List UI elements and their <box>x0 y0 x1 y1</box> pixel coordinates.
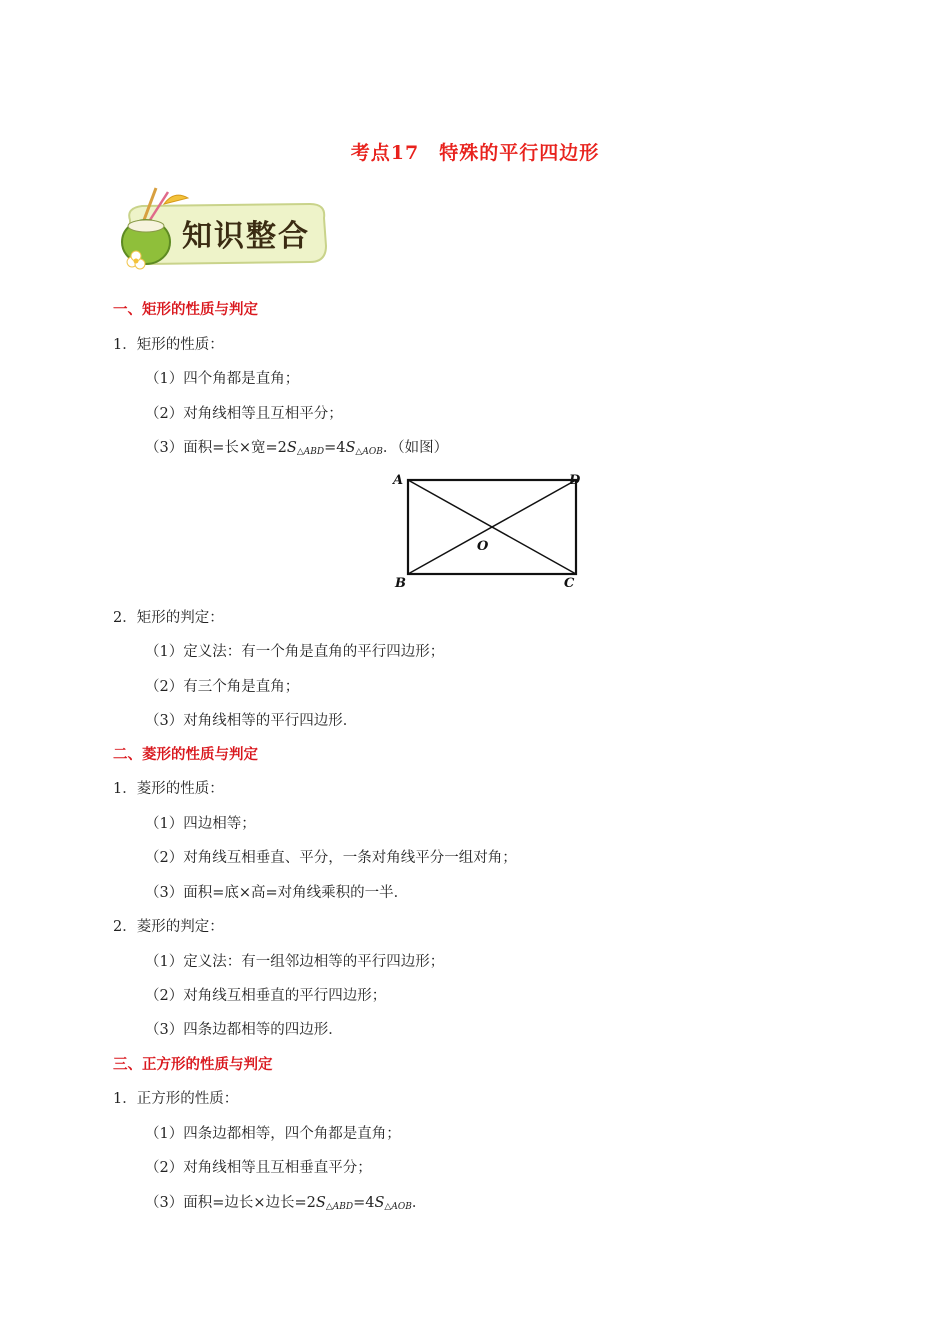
list-item: （2）对角线互相垂直的平行四边形； <box>145 988 387 1004</box>
umbrella-icon <box>164 195 188 204</box>
list-item: （1）定义法：有一个角是直角的平行四边形； <box>145 644 445 660</box>
list-item: （2）对角线相等且互相平分； <box>145 406 343 422</box>
label-o: O <box>477 539 489 554</box>
knowledge-banner <box>112 184 332 274</box>
section-heading-square: 三、正方形的性质与判定 <box>113 1056 273 1073</box>
label-c: C <box>564 576 575 591</box>
section-heading-rhombus: 二、菱形的性质与判定 <box>113 746 258 763</box>
rhombus-criteria-title: 2．菱形的判定： <box>113 919 224 935</box>
label-d: D <box>569 473 581 488</box>
rhombus-properties-title: 1．菱形的性质： <box>113 781 224 797</box>
list-item: （2）对角线互相垂直、平分，一条对角线平分一组对角； <box>145 850 517 866</box>
label-a: A <box>393 473 404 488</box>
label-b: B <box>395 576 406 591</box>
section-heading-rectangle: 一、矩形的性质与判定 <box>113 301 258 318</box>
list-item: （2）有三个角是直角； <box>145 679 300 695</box>
banner-text: 知识整合 <box>182 219 310 254</box>
list-item: （3）四条边都相等的四边形． <box>145 1022 343 1038</box>
list-item: （1）定义法：有一组邻边相等的平行四边形； <box>145 954 445 970</box>
list-item: （1）四条边都相等，四个角都是直角； <box>145 1126 401 1142</box>
area-formula-rectangle: （3）面积=长×宽$=2S_{\triangle ABD}=4S_{\triangle AOB}$．（如图） <box>145 440 449 457</box>
list-item: （3）对角线相等的平行四边形． <box>145 713 358 729</box>
rectangle-figure <box>390 470 590 595</box>
list-item: （1）四个角都是直角； <box>145 371 300 387</box>
list-item: （1）四边相等； <box>145 816 256 832</box>
page-title: 考点17 特殊的平行四边形 <box>350 142 600 164</box>
rectangle-properties-title: 1．矩形的性质： <box>113 337 224 353</box>
square-properties-title: 1．正方形的性质： <box>113 1091 239 1107</box>
rectangle-criteria-title: 2．矩形的判定： <box>113 610 224 626</box>
area-formula-square: （3）面积=边长×边长$=2S_{\triangle ABD}=4S_{\triangle AOB}$． <box>145 1195 427 1212</box>
list-item: （3）面积=底×高=对角线乘积的一半． <box>145 885 409 901</box>
list-item: （2）对角线相等且互相垂直平分； <box>145 1160 372 1176</box>
